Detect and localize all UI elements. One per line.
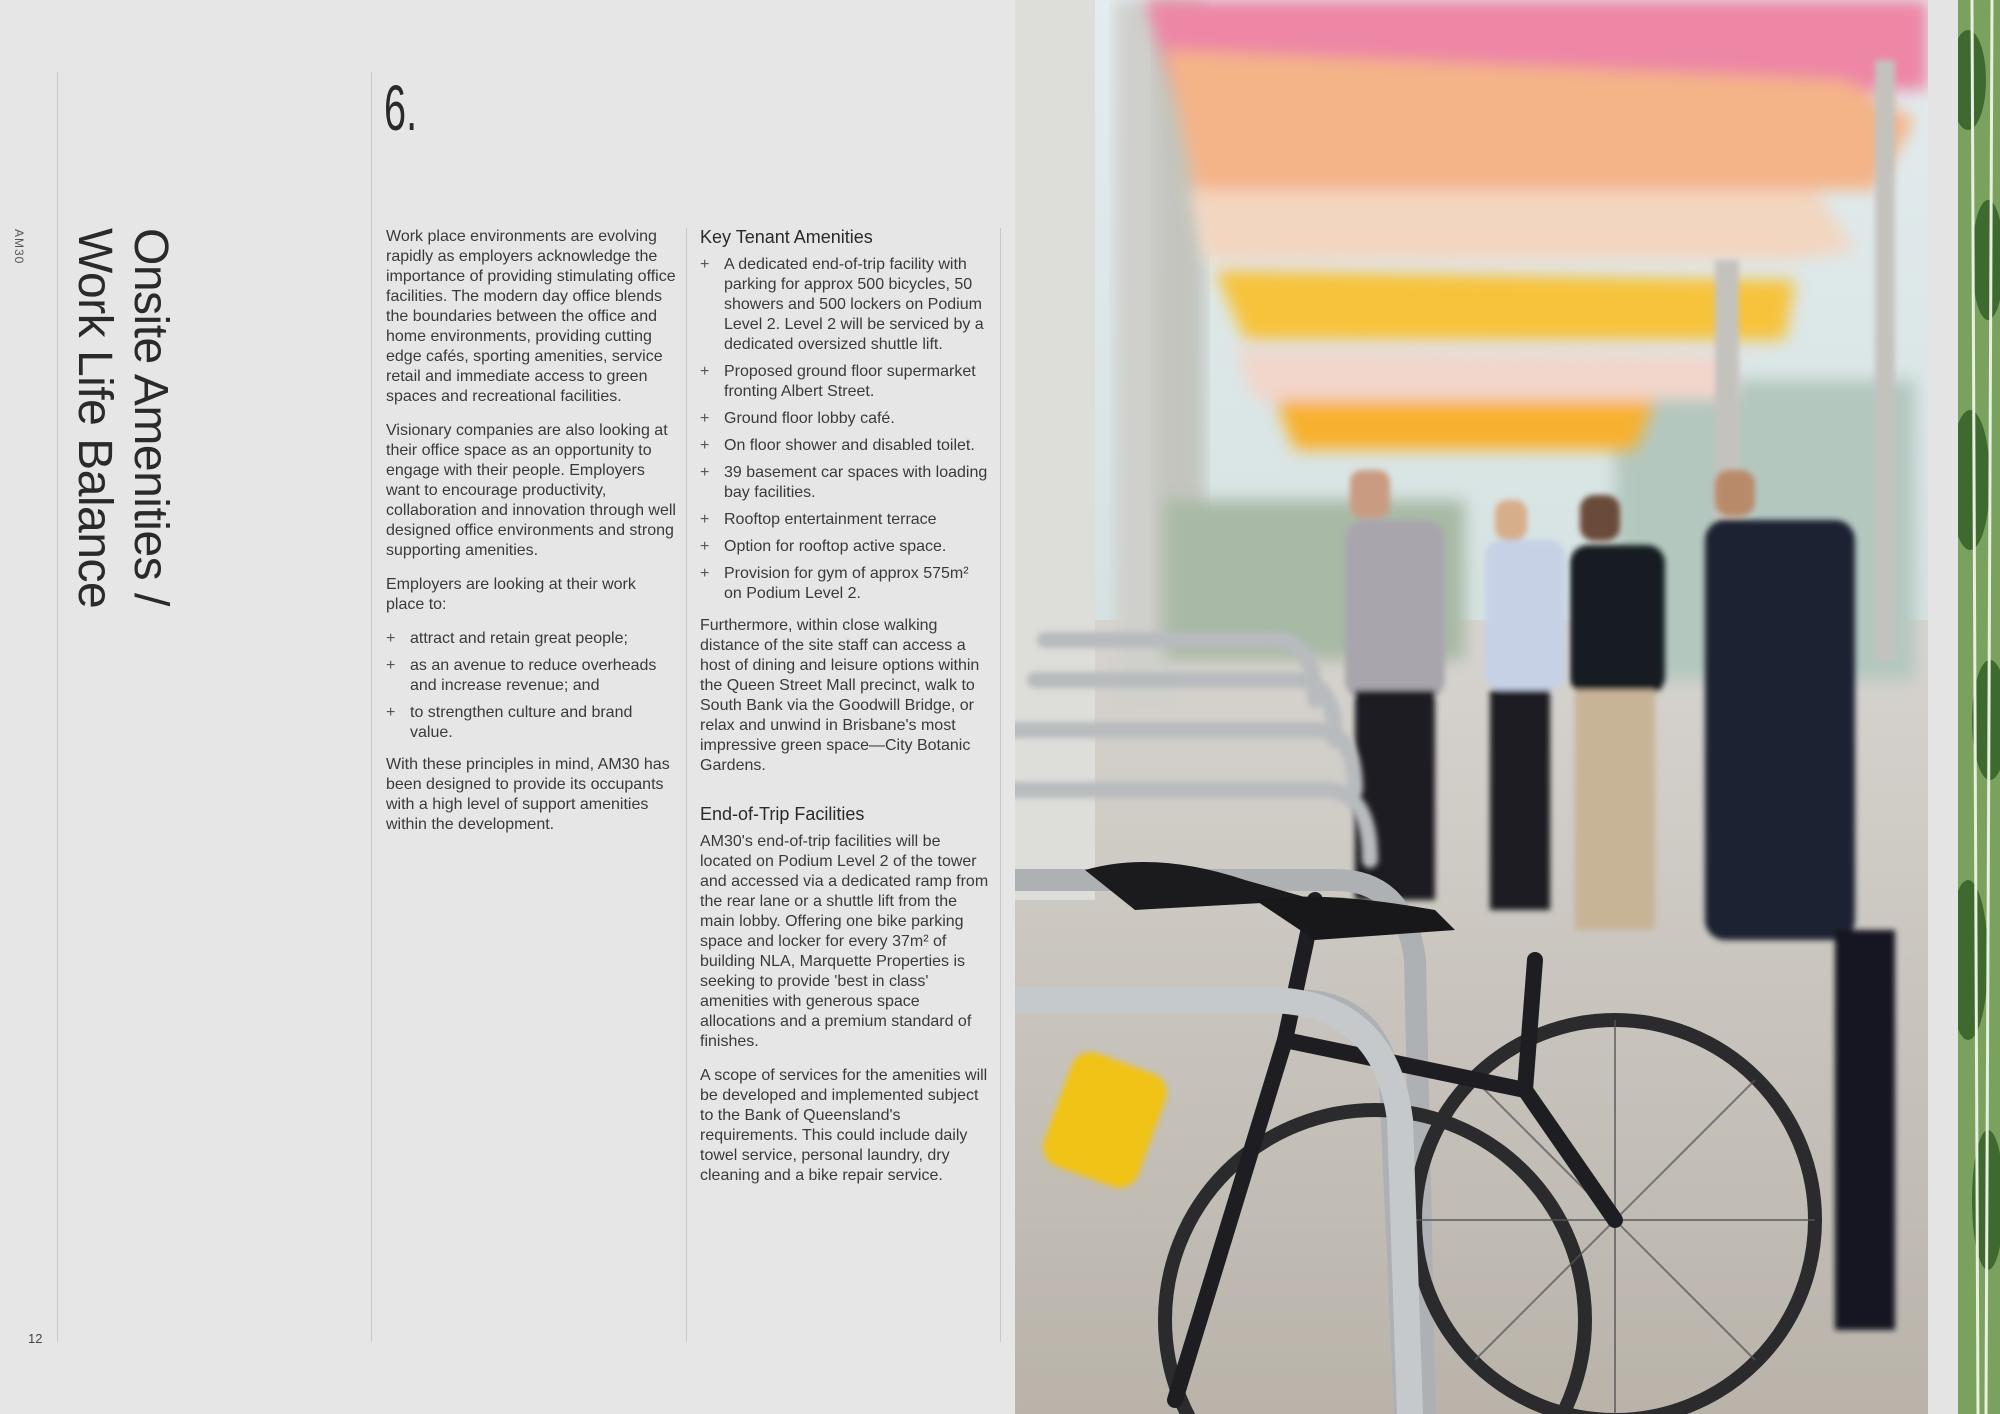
page-title-line-2: Work Life Balance (68, 228, 121, 609)
list-item: + On floor shower and disabled toilet. (700, 437, 975, 454)
list-item: + to strengthen culture and brand value. (386, 704, 633, 741)
end-of-trip-heading: End-of-Trip Facilities (700, 804, 865, 824)
amenities-list (700, 255, 990, 604)
services-paragraph: A scope of services for the amenities will be developed and implemented subject to the Bank of Queensland's requirements. This could include daily towel service, personal laundry, dry cleaning and a bike repair service. (700, 1067, 988, 1184)
brand-label: AM30 (12, 229, 26, 265)
sidebar-rule (57, 72, 58, 1342)
page-gutter (1928, 0, 1958, 1414)
bike-rack-illustration (1015, 0, 1928, 1414)
amenities-column (700, 227, 990, 1200)
plus-icon: + (386, 704, 396, 721)
list-item: + A dedicated end-of-trip facility with parking for approx 500 bicycles, 50 showers and 500 lockers on Podium Level 2. Level 2 will be serviced by a dedicated oversized shuttle lift. (700, 256, 984, 353)
page-title-line-1: Onsite Amenities / (124, 228, 177, 606)
end-of-trip-paragraph: AM30's end-of-trip facilities will be located on Podium Level 2 of the tower and accessed via a dedicated ramp from the rear lane or a shuttle lift from the main lobby. Offering one bike parking space and locker for every 37m² of building NLA, Marquette Properties is seeking to provide 'best in class' amenities with generous space allocations and a premium standard of finishes. (700, 833, 989, 1050)
column-rule-2 (686, 228, 687, 1342)
plus-icon: + (700, 410, 710, 427)
intro-paragraph-2: Visionary companies are also looking at their office space as an opportunity to engage with their people. Employers want to encourage productivity, collaboration and innovation through well designed office environments and strong supporting amenities. (386, 422, 676, 559)
bike-rack-photo (1015, 0, 1928, 1414)
plus-icon: + (700, 565, 710, 582)
intro-column (386, 227, 676, 849)
column-rule-3 (1000, 228, 1001, 1342)
intro-paragraph-3: Employers are looking at their work place to: (386, 576, 636, 613)
plus-icon: + (700, 437, 710, 454)
section-number: 6. (384, 72, 418, 144)
plus-icon: + (700, 363, 710, 380)
page-title (66, 228, 178, 608)
list-item: + attract and retain great people; (386, 630, 628, 647)
plus-icon: + (386, 630, 396, 647)
employer-goals-list (386, 629, 676, 743)
list-item: + Rooftop entertainment terrace (700, 511, 937, 528)
list-item: + 39 basement car spaces with loading bay facilities. (700, 464, 988, 501)
plus-icon: + (700, 256, 710, 273)
column-rule-1 (371, 72, 372, 1342)
plus-icon: + (700, 538, 710, 555)
key-tenant-amenities-heading: Key Tenant Amenities (700, 227, 873, 247)
list-item: + Option for rooftop active space. (700, 538, 947, 555)
list-item: + as an avenue to reduce overheads and increase revenue; and (386, 657, 657, 694)
plus-icon: + (386, 657, 396, 674)
list-item: + Provision for gym of approx 575m² on Podium Level 2. (700, 565, 969, 602)
intro-paragraph-1: Work place environments are evolving rapidly as employers acknowledge the importance of providing stimulating office facilities. The modern day office blends the boundaries between the office and home environments, providing cutting edge cafés, sporting amenities, service retail and immediate access to green spaces and recreational facilities. (386, 228, 676, 405)
plus-icon: + (700, 464, 710, 481)
foliage-illustration (1958, 0, 2000, 1414)
page-number: 12 (28, 1331, 43, 1346)
plus-icon: + (700, 511, 710, 528)
walking-distance-paragraph: Furthermore, within close walking distance of the site staff can access a host of dining and leisure options within the Queen Street Mall precinct, walk to South Bank via the Goodwill Bridge, or relax and unwind in Brisbane's most impressive green space—City Botanic Gardens. (700, 617, 980, 774)
list-item: + Proposed ground floor supermarket fronting Albert Street. (700, 363, 976, 400)
intro-closing: With these principles in mind, AM30 has been designed to provide its occupants with a high level of support amenities within the development. (386, 756, 670, 833)
list-item: + Ground floor lobby café. (700, 410, 895, 427)
foliage-photo-edge (1958, 0, 2000, 1414)
